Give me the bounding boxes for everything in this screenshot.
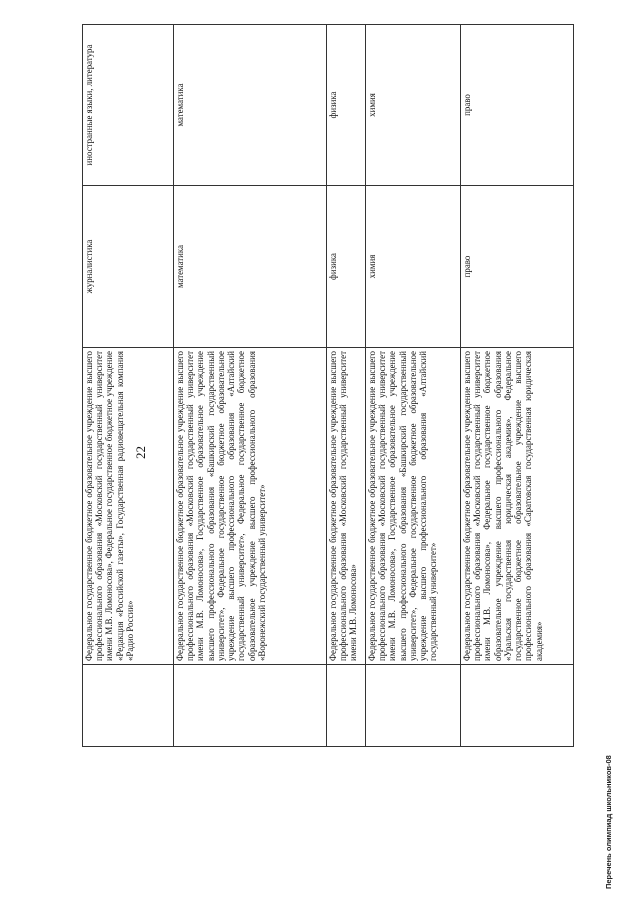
olympiad-table	[82, 24, 574, 747]
profile-cell: математика	[174, 186, 327, 348]
profile-cell: химия	[366, 186, 461, 348]
footer-note: Перечень олимпиад школьников-08	[604, 755, 613, 889]
subjects-cell: физика	[327, 25, 366, 186]
subjects-cell: математика	[174, 25, 327, 186]
olympiad-name-cell	[366, 665, 461, 747]
organizers-cell: Федеральное государственное бюджетное образовательное учреждение высшего профессионального образования «Московский государственный университет имени М.В. Ломоносова», Федеральное государственное бюджетное образовательное учреждение высшего профессионального образования «Уральская государственная юридическая академия», Федеральное государственное бюджетное образовательное учреждение высшего профессионального образования «Саратовская государственная юридическая академия»	[461, 348, 574, 665]
organizers-cell: Федеральное государственное бюджетное образовательное учреждение высшего профессионального образования «Московский государственный университет имени М.В. Ломоносова»	[327, 348, 366, 665]
subjects-cell: химия	[366, 25, 461, 186]
profile-cell: журналистика	[83, 186, 174, 348]
table-row	[174, 25, 327, 747]
olympiad-name-cell	[461, 665, 574, 747]
organizers-cell: Федеральное государственное бюджетное образовательное учреждение высшего профессионального образования «Московский государственный университет имени М.В. Ломоносова», Государственное образовательное учреждение высшего профессионального образования «Башкирский государственный университет», Федеральное государственное бюджетное образовательное учреждение высшего профессионального образования «Алтайский государственный университет», Федеральное государственное бюджетное образовательное учреждение высшего профессионального образования «Воронежский государственный университет»	[174, 348, 327, 665]
table-row	[461, 25, 574, 747]
organizers-cell: Федеральное государственное бюджетное образовательное учреждение высшего профессионального образования «Московский государственный университет имени М.В. Ломоносова», Федеральное государственное бюджетное учреждение «Редакция «Российской газеты», Государственная радиовещательная компания «Радио России»	[83, 348, 174, 665]
olympiad-name-cell	[327, 665, 366, 747]
subjects-cell: право	[461, 25, 574, 186]
profile-cell: право	[461, 186, 574, 348]
subjects-cell: иностранные языки, литература	[83, 25, 174, 186]
olympiad-name-cell	[83, 665, 174, 747]
page-number: 22	[133, 446, 148, 459]
table-row	[83, 25, 174, 747]
organizers-cell: Федеральное государственное бюджетное образовательное учреждение высшего профессионального образования «Московский государственный университет имени М.В. Ломоносова», Государственное образовательное учреждение высшего профессионального образования «Башкирский государственный университет», Федеральное государственное бюджетное образовательное учреждение высшего профессионального образования «Алтайский государственный университет»	[366, 348, 461, 665]
olympiad-name-cell	[174, 665, 327, 747]
table-row	[366, 25, 461, 747]
table-row	[327, 25, 366, 747]
profile-cell: физика	[327, 186, 366, 348]
